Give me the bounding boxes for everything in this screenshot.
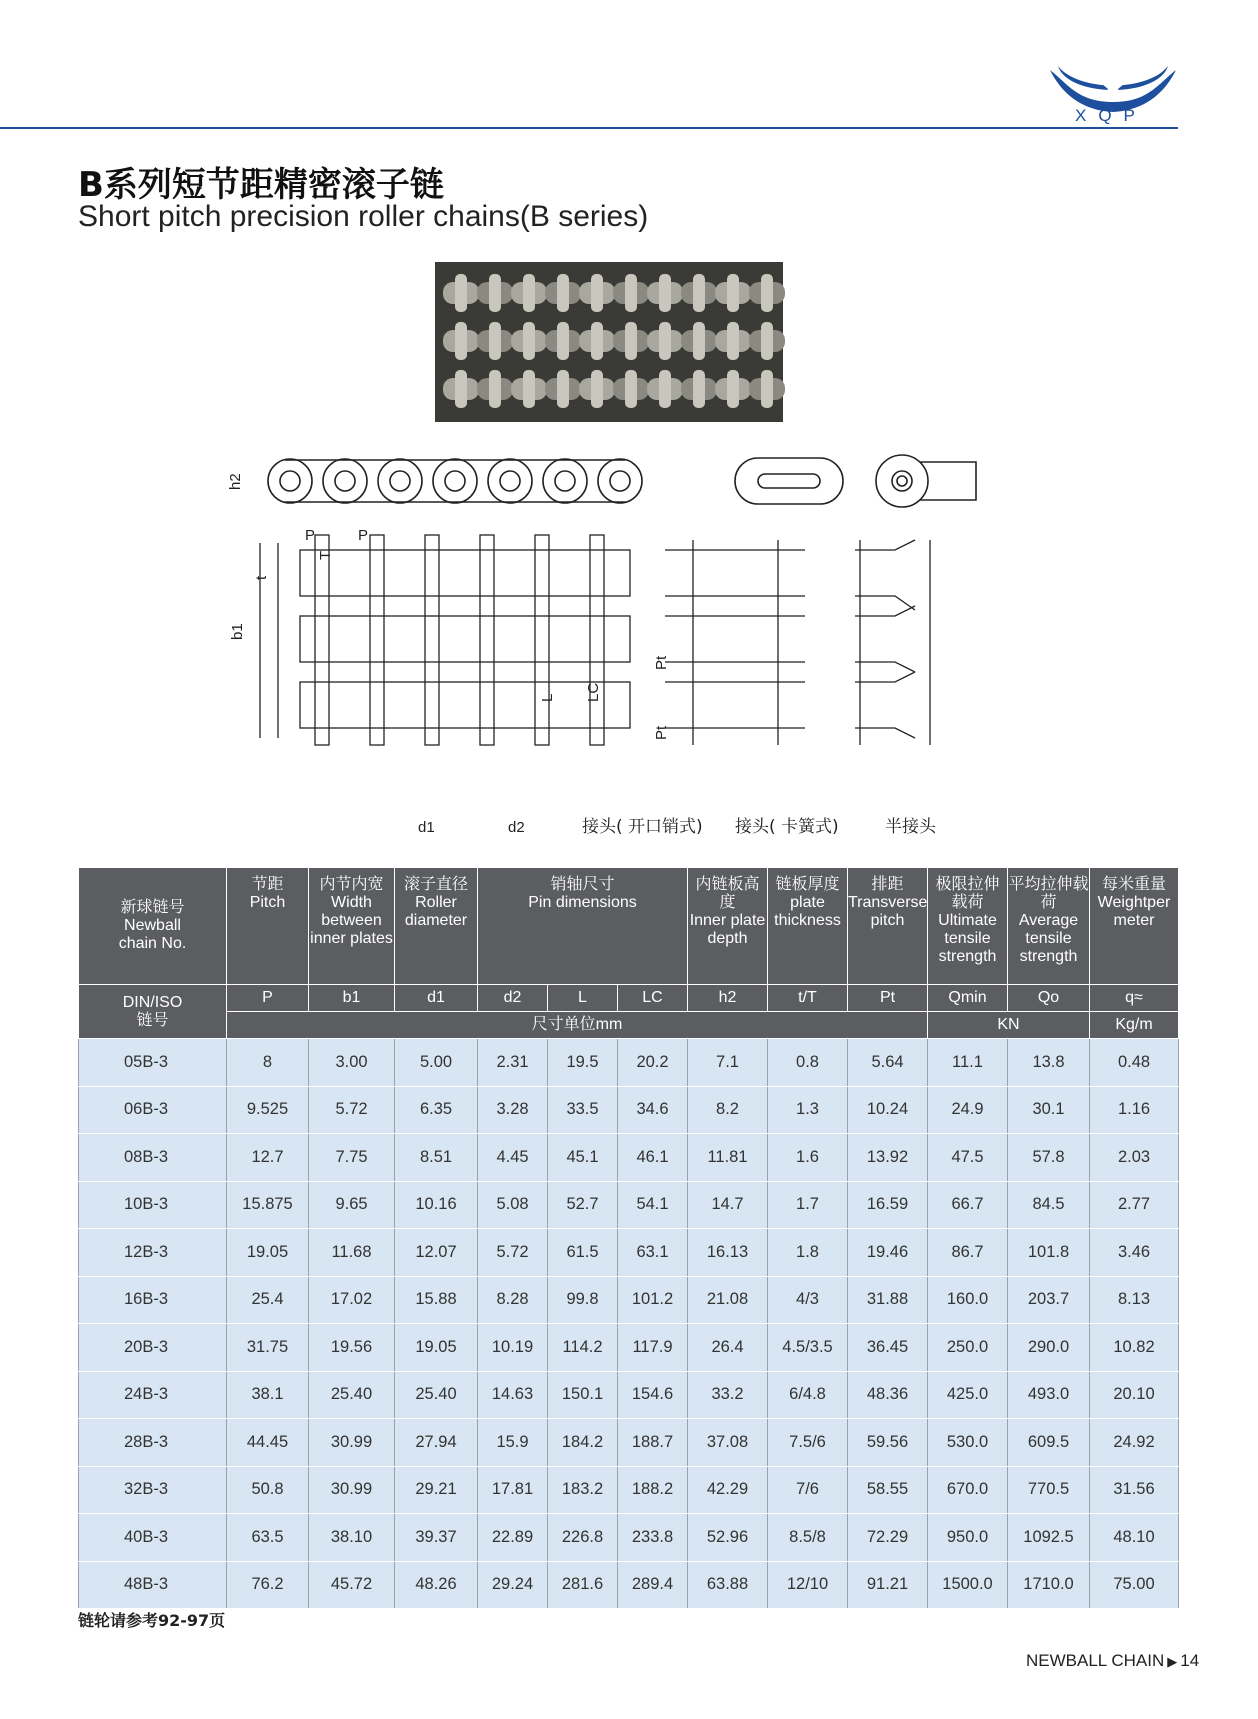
chain-no-cell: 16B-3 bbox=[79, 1276, 227, 1324]
table-cell: 289.4 bbox=[618, 1561, 688, 1609]
unit-mm: 尺寸单位mm bbox=[227, 1012, 928, 1039]
logo-text: XQP bbox=[1075, 106, 1147, 125]
table-cell: 84.5 bbox=[1008, 1181, 1090, 1229]
sym-b1: b1 bbox=[309, 985, 395, 1012]
table-cell: 15.9 bbox=[478, 1419, 548, 1467]
table-cell: 31.75 bbox=[227, 1324, 309, 1372]
footnote: 链轮请参考92-97页 bbox=[78, 1611, 226, 1630]
table-cell: 425.0 bbox=[928, 1371, 1008, 1419]
table-cell: 19.5 bbox=[548, 1039, 618, 1087]
table-cell: 226.8 bbox=[548, 1514, 618, 1562]
table-cell: 19.46 bbox=[848, 1229, 928, 1277]
table-cell: 5.00 bbox=[395, 1039, 478, 1087]
table-cell: 10.82 bbox=[1090, 1324, 1179, 1372]
col-header-pin: 销轴尺寸 Pin dimensions bbox=[478, 868, 688, 985]
table-cell: 1500.0 bbox=[928, 1561, 1008, 1609]
unit-kgm: Kg/m bbox=[1090, 1012, 1179, 1039]
table-cell: 16.59 bbox=[848, 1181, 928, 1229]
table-cell: 72.29 bbox=[848, 1514, 928, 1562]
table-cell: 7.75 bbox=[309, 1134, 395, 1182]
table-cell: 39.37 bbox=[395, 1514, 478, 1562]
connector-plan-2 bbox=[855, 540, 930, 745]
table-cell: 4.45 bbox=[478, 1134, 548, 1182]
col-header-pitch: 节距 Pitch bbox=[227, 868, 309, 985]
table-cell: 950.0 bbox=[928, 1514, 1008, 1562]
table-cell: 6/4.8 bbox=[768, 1371, 848, 1419]
sym-lc: LC bbox=[618, 985, 688, 1012]
table-cell: 5.72 bbox=[309, 1086, 395, 1134]
table-cell: 5.72 bbox=[478, 1229, 548, 1277]
table-cell: 203.7 bbox=[1008, 1276, 1090, 1324]
table-cell: 34.6 bbox=[618, 1086, 688, 1134]
table-cell: 63.5 bbox=[227, 1514, 309, 1562]
table-cell: 52.7 bbox=[548, 1181, 618, 1229]
connector-view-2 bbox=[876, 455, 976, 507]
table-cell: 31.56 bbox=[1090, 1466, 1179, 1514]
table-cell: 91.21 bbox=[848, 1561, 928, 1609]
table-cell: 27.94 bbox=[395, 1419, 478, 1467]
table-cell: 48.26 bbox=[395, 1561, 478, 1609]
table-cell: 19.56 bbox=[309, 1324, 395, 1372]
table-cell: 13.8 bbox=[1008, 1039, 1090, 1087]
table-cell: 184.2 bbox=[548, 1419, 618, 1467]
label-p2: P bbox=[358, 527, 369, 544]
table-cell: 45.1 bbox=[548, 1134, 618, 1182]
sym-d2: d2 bbox=[478, 985, 548, 1012]
sym-q: q≈ bbox=[1090, 985, 1179, 1012]
triplex-plan-view bbox=[260, 535, 630, 745]
page-footer bbox=[1026, 1651, 1199, 1671]
table-cell: 154.6 bbox=[618, 1371, 688, 1419]
table-cell: 29.24 bbox=[478, 1561, 548, 1609]
table-cell: 5.08 bbox=[478, 1181, 548, 1229]
table-row bbox=[79, 1466, 1179, 1514]
chain-no-cell: 05B-3 bbox=[79, 1039, 227, 1087]
label-b1: b1 bbox=[229, 623, 246, 640]
chain-no-cell: 32B-3 bbox=[79, 1466, 227, 1514]
label-pt1: Pt bbox=[653, 655, 670, 670]
unit-kn: KN bbox=[928, 1012, 1090, 1039]
table-cell: 1.16 bbox=[1090, 1086, 1179, 1134]
label-l: L bbox=[539, 693, 556, 702]
table-cell: 26.4 bbox=[688, 1324, 768, 1372]
col-header-chain-no: 新球链号 Newball chain No. bbox=[79, 868, 227, 985]
table-cell: 250.0 bbox=[928, 1324, 1008, 1372]
chain-side-view bbox=[268, 459, 642, 503]
table-cell: 14.63 bbox=[478, 1371, 548, 1419]
chain-no-cell: 40B-3 bbox=[79, 1514, 227, 1562]
label-d2: d2 bbox=[508, 819, 525, 836]
table-row bbox=[79, 1324, 1179, 1372]
table-cell: 12/10 bbox=[768, 1561, 848, 1609]
table-cell: 61.5 bbox=[548, 1229, 618, 1277]
table-cell: 25.40 bbox=[309, 1371, 395, 1419]
table-cell: 10.19 bbox=[478, 1324, 548, 1372]
table-cell: 48.36 bbox=[848, 1371, 928, 1419]
table-cell: 86.7 bbox=[928, 1229, 1008, 1277]
table-cell: 19.05 bbox=[395, 1324, 478, 1372]
label-t: t bbox=[253, 575, 270, 580]
label-lc: LC bbox=[585, 682, 602, 702]
table-cell: 8.13 bbox=[1090, 1276, 1179, 1324]
label-joint-cotter: 接头( 开口销式) bbox=[582, 817, 703, 837]
table-cell: 63.1 bbox=[618, 1229, 688, 1277]
chain-no-cell: 06B-3 bbox=[79, 1086, 227, 1134]
table-cell: 11.68 bbox=[309, 1229, 395, 1277]
table-cell: 183.2 bbox=[548, 1466, 618, 1514]
table-cell: 2.31 bbox=[478, 1039, 548, 1087]
table-cell: 54.1 bbox=[618, 1181, 688, 1229]
table-cell: 38.10 bbox=[309, 1514, 395, 1562]
table-cell: 2.03 bbox=[1090, 1134, 1179, 1182]
connector-view-1 bbox=[735, 458, 843, 504]
table-cell: 609.5 bbox=[1008, 1419, 1090, 1467]
table-row bbox=[79, 1561, 1179, 1609]
sym-p: P bbox=[227, 985, 309, 1012]
header-rule bbox=[0, 127, 1178, 129]
table-cell: 1.6 bbox=[768, 1134, 848, 1182]
label-offset-link: 半接头 bbox=[885, 817, 936, 837]
play-icon: ▶ bbox=[1167, 1654, 1178, 1669]
col-header-inner-plate: 内链板高度 Inner plate depth bbox=[688, 868, 768, 985]
table-cell: 45.72 bbox=[309, 1561, 395, 1609]
col-header-din-iso: DIN/ISO 链号 bbox=[79, 985, 227, 1039]
table-cell: 8.28 bbox=[478, 1276, 548, 1324]
table-cell: 188.2 bbox=[618, 1466, 688, 1514]
table-cell: 24.92 bbox=[1090, 1419, 1179, 1467]
chain-photo bbox=[435, 262, 783, 422]
table-row bbox=[79, 1181, 1179, 1229]
table-cell: 30.99 bbox=[309, 1466, 395, 1514]
footer-brand: NEWBALL CHAIN bbox=[1026, 1651, 1165, 1670]
star-icon bbox=[1102, 76, 1124, 97]
table-cell: 9.65 bbox=[309, 1181, 395, 1229]
table-cell: 19.05 bbox=[227, 1229, 309, 1277]
table-cell: 1.3 bbox=[768, 1086, 848, 1134]
table-cell: 101.2 bbox=[618, 1276, 688, 1324]
chain-no-cell: 08B-3 bbox=[79, 1134, 227, 1182]
label-h2: h2 bbox=[227, 473, 244, 490]
col-header-average: 平均拉伸载荷 Average tensile strength bbox=[1008, 868, 1090, 985]
chain-no-cell: 24B-3 bbox=[79, 1371, 227, 1419]
table-cell: 38.1 bbox=[227, 1371, 309, 1419]
table-cell: 75.00 bbox=[1090, 1561, 1179, 1609]
table-cell: 10.16 bbox=[395, 1181, 478, 1229]
table-cell: 24.9 bbox=[928, 1086, 1008, 1134]
col-header-roller: 滚子直径 Roller diameter bbox=[395, 868, 478, 985]
table-cell: 493.0 bbox=[1008, 1371, 1090, 1419]
table-cell: 33.5 bbox=[548, 1086, 618, 1134]
table-cell: 33.2 bbox=[688, 1371, 768, 1419]
col-header-ultimate: 极限拉伸载荷 Ultimate tensile strength bbox=[928, 868, 1008, 985]
page-title-en: Short pitch precision roller chains(B series) bbox=[78, 200, 649, 233]
table-cell: 7/6 bbox=[768, 1466, 848, 1514]
chain-no-cell: 10B-3 bbox=[79, 1181, 227, 1229]
table-cell: 1.8 bbox=[768, 1229, 848, 1277]
table-cell: 13.92 bbox=[848, 1134, 928, 1182]
table-cell: 63.88 bbox=[688, 1561, 768, 1609]
table-row bbox=[79, 1514, 1179, 1562]
label-joint-clip: 接头( 卡簧式) bbox=[735, 817, 839, 837]
table-cell: 48.10 bbox=[1090, 1514, 1179, 1562]
table-cell: 66.7 bbox=[928, 1181, 1008, 1229]
chain-no-cell: 20B-3 bbox=[79, 1324, 227, 1372]
table-cell: 530.0 bbox=[928, 1419, 1008, 1467]
table-cell: 17.02 bbox=[309, 1276, 395, 1324]
connector-plan-1 bbox=[665, 540, 805, 745]
table-cell: 12.7 bbox=[227, 1134, 309, 1182]
sym-d1: d1 bbox=[395, 985, 478, 1012]
table-cell: 16.13 bbox=[688, 1229, 768, 1277]
table-cell: 11.81 bbox=[688, 1134, 768, 1182]
table-cell: 7.1 bbox=[688, 1039, 768, 1087]
table-cell: 15.875 bbox=[227, 1181, 309, 1229]
sym-qo: Qo bbox=[1008, 985, 1090, 1012]
table-cell: 233.8 bbox=[618, 1514, 688, 1562]
table-cell: 2.77 bbox=[1090, 1181, 1179, 1229]
table-cell: 8.5/8 bbox=[768, 1514, 848, 1562]
table-cell: 57.8 bbox=[1008, 1134, 1090, 1182]
table-cell: 25.40 bbox=[395, 1371, 478, 1419]
label-pt2: Pt bbox=[653, 725, 670, 740]
table-cell: 21.08 bbox=[688, 1276, 768, 1324]
table-cell: 6.35 bbox=[395, 1086, 478, 1134]
table-row bbox=[79, 1039, 1179, 1087]
col-header-transverse: 排距 Transverse pitch bbox=[848, 868, 928, 985]
table-cell: 8.2 bbox=[688, 1086, 768, 1134]
table-cell: 59.56 bbox=[848, 1419, 928, 1467]
table-row bbox=[79, 1419, 1179, 1467]
table-cell: 20.10 bbox=[1090, 1371, 1179, 1419]
table-cell: 9.525 bbox=[227, 1086, 309, 1134]
table-cell: 0.48 bbox=[1090, 1039, 1179, 1087]
table-cell: 101.8 bbox=[1008, 1229, 1090, 1277]
table-cell: 3.46 bbox=[1090, 1229, 1179, 1277]
table-cell: 117.9 bbox=[618, 1324, 688, 1372]
table-cell: 670.0 bbox=[928, 1466, 1008, 1514]
table-cell: 47.5 bbox=[928, 1134, 1008, 1182]
table-cell: 4/3 bbox=[768, 1276, 848, 1324]
table-cell: 3.00 bbox=[309, 1039, 395, 1087]
table-cell: 12.07 bbox=[395, 1229, 478, 1277]
page-number: 14 bbox=[1180, 1651, 1200, 1670]
table-cell: 29.21 bbox=[395, 1466, 478, 1514]
table-cell: 50.8 bbox=[227, 1466, 309, 1514]
label-T: T bbox=[317, 550, 334, 560]
table-row bbox=[79, 1229, 1179, 1277]
table-cell: 22.89 bbox=[478, 1514, 548, 1562]
page-title-cn: B系列短节距精密滚子链 bbox=[78, 165, 444, 205]
table-cell: 4.5/3.5 bbox=[768, 1324, 848, 1372]
table-cell: 150.1 bbox=[548, 1371, 618, 1419]
table-cell: 1.7 bbox=[768, 1181, 848, 1229]
table-row bbox=[79, 1086, 1179, 1134]
table-cell: 15.88 bbox=[395, 1276, 478, 1324]
table-row bbox=[79, 1134, 1179, 1182]
table-cell: 36.45 bbox=[848, 1324, 928, 1372]
table-cell: 160.0 bbox=[928, 1276, 1008, 1324]
table-cell: 8 bbox=[227, 1039, 309, 1087]
chain-no-cell: 48B-3 bbox=[79, 1561, 227, 1609]
table-cell: 8.51 bbox=[395, 1134, 478, 1182]
chain-no-cell: 12B-3 bbox=[79, 1229, 227, 1277]
sym-qmin: Qmin bbox=[928, 985, 1008, 1012]
table-cell: 5.64 bbox=[848, 1039, 928, 1087]
table-cell: 7.5/6 bbox=[768, 1419, 848, 1467]
table-cell: 281.6 bbox=[548, 1561, 618, 1609]
spec-table bbox=[78, 867, 1179, 1609]
table-cell: 0.8 bbox=[768, 1039, 848, 1087]
table-cell: 114.2 bbox=[548, 1324, 618, 1372]
table-cell: 1092.5 bbox=[1008, 1514, 1090, 1562]
table-cell: 37.08 bbox=[688, 1419, 768, 1467]
table-cell: 770.5 bbox=[1008, 1466, 1090, 1514]
table-cell: 42.29 bbox=[688, 1466, 768, 1514]
table-cell: 14.7 bbox=[688, 1181, 768, 1229]
col-header-weight: 每米重量 Weightper meter bbox=[1090, 868, 1179, 985]
sym-pt: Pt bbox=[848, 985, 928, 1012]
table-cell: 52.96 bbox=[688, 1514, 768, 1562]
table-cell: 58.55 bbox=[848, 1466, 928, 1514]
chain-no-cell: 28B-3 bbox=[79, 1419, 227, 1467]
table-cell: 10.24 bbox=[848, 1086, 928, 1134]
table-cell: 17.81 bbox=[478, 1466, 548, 1514]
table-cell: 3.28 bbox=[478, 1086, 548, 1134]
table-cell: 76.2 bbox=[227, 1561, 309, 1609]
table-cell: 30.1 bbox=[1008, 1086, 1090, 1134]
table-cell: 1710.0 bbox=[1008, 1561, 1090, 1609]
table-cell: 30.99 bbox=[309, 1419, 395, 1467]
table-cell: 99.8 bbox=[548, 1276, 618, 1324]
sym-h2: h2 bbox=[688, 985, 768, 1012]
table-cell: 31.88 bbox=[848, 1276, 928, 1324]
table-cell: 188.7 bbox=[618, 1419, 688, 1467]
table-cell: 290.0 bbox=[1008, 1324, 1090, 1372]
label-p1: P bbox=[305, 527, 316, 544]
technical-drawing bbox=[227, 440, 1020, 840]
sym-tt: t/T bbox=[768, 985, 848, 1012]
sym-l: L bbox=[548, 985, 618, 1012]
table-cell: 25.4 bbox=[227, 1276, 309, 1324]
col-header-plate-thickness: 链板厚度 plate thickness bbox=[768, 868, 848, 985]
table-cell: 46.1 bbox=[618, 1134, 688, 1182]
table-cell: 11.1 bbox=[928, 1039, 1008, 1087]
label-d1: d1 bbox=[418, 819, 435, 836]
table-row bbox=[79, 1371, 1179, 1419]
table-row bbox=[79, 1276, 1179, 1324]
col-header-width: 内节内宽 Width between inner plates bbox=[309, 868, 395, 985]
table-cell: 44.45 bbox=[227, 1419, 309, 1467]
table-cell: 20.2 bbox=[618, 1039, 688, 1087]
